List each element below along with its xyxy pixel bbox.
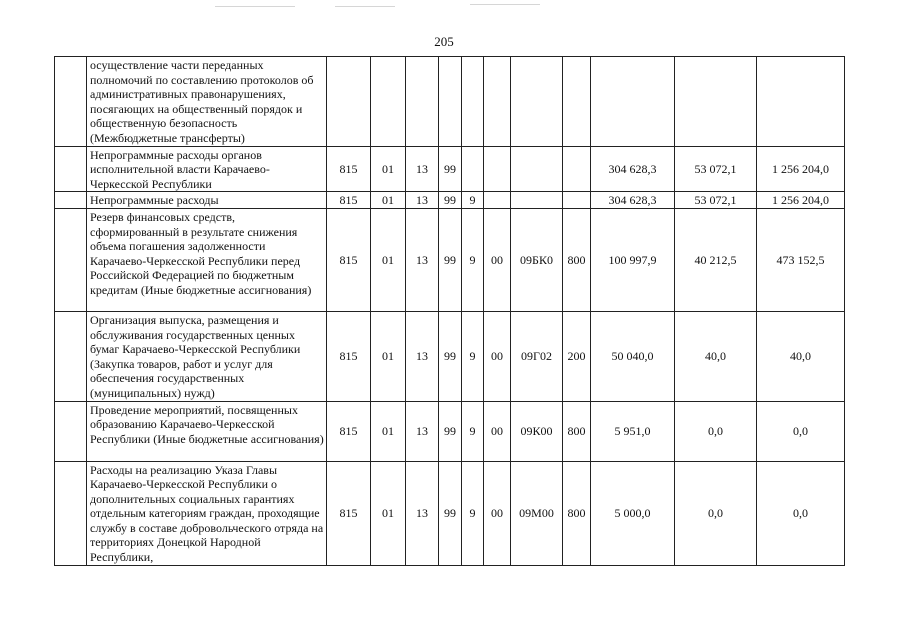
target-cell [511,57,563,147]
podrazdel-cell [406,57,439,147]
target-cell: 09Г02 [511,311,563,401]
subprogram-cell: 9 [462,401,484,461]
vr-cell [563,146,591,192]
vr-cell [563,57,591,147]
row-name: Проведение мероприятий, посвященных образованию Карачаево-Черкесской Республики (Иные бюджетные ассигнования) [87,401,327,461]
sum2-cell: 40 212,5 [675,208,757,311]
sum2-cell [675,57,757,147]
razdel-cell [371,57,406,147]
ved-cell: 815 [327,146,371,192]
program-cell: 99 [439,192,462,209]
table-row [55,401,845,461]
podrazdel-cell: 13 [406,192,439,209]
table-row [55,208,845,311]
sum2-cell: 53 072,1 [675,192,757,209]
sum3-cell: 473 152,5 [757,208,845,311]
row-name: Расходы на реализацию Указа Главы Карачаево-Черкесской Республики о дополнительных социальных гарантиях отдельным категориям граждан, проходящие службу в составе добровольческого отряда на территориях Донецкой Народной Республики, [87,461,327,565]
ved-cell: 815 [327,401,371,461]
sum1-cell: 5 000,0 [591,461,675,565]
vr-cell: 800 [563,401,591,461]
subprogram-cell: 9 [462,461,484,565]
podrazdel-cell: 13 [406,461,439,565]
blank-cell [55,461,87,565]
razdel-cell: 01 [371,146,406,192]
direction-cell [484,192,511,209]
sum1-cell [591,57,675,147]
direction-cell [484,146,511,192]
podrazdel-cell: 13 [406,311,439,401]
podrazdel-cell: 13 [406,401,439,461]
vr-cell: 800 [563,208,591,311]
target-cell [511,192,563,209]
scan-artifact-line [335,6,395,7]
sum2-cell: 0,0 [675,401,757,461]
blank-cell [55,311,87,401]
subprogram-cell [462,57,484,147]
scan-artifact-line [470,4,540,5]
blank-cell [55,146,87,192]
direction-cell: 00 [484,311,511,401]
vr-cell: 800 [563,461,591,565]
ved-cell: 815 [327,311,371,401]
subprogram-cell: 9 [462,311,484,401]
row-name: Непрограммные расходы [87,192,327,209]
row-name: осуществление части переданных полномочий по составлению протоколов об административных правонарушениях, посягающих на общественный порядок и общественную безопасность (Межбюджетные трансферты) [87,57,327,147]
subprogram-cell [462,146,484,192]
subprogram-cell: 9 [462,192,484,209]
vr-cell: 200 [563,311,591,401]
program-cell: 99 [439,311,462,401]
table-row [55,146,845,192]
sum3-cell: 0,0 [757,401,845,461]
ved-cell [327,57,371,147]
razdel-cell: 01 [371,311,406,401]
blank-cell [55,401,87,461]
blank-cell [55,208,87,311]
sum2-cell: 0,0 [675,461,757,565]
sum3-cell: 0,0 [757,461,845,565]
direction-cell [484,57,511,147]
sum1-cell: 304 628,3 [591,146,675,192]
sum2-cell: 53 072,1 [675,146,757,192]
sum3-cell [757,57,845,147]
ved-cell: 815 [327,208,371,311]
target-cell: 09М00 [511,461,563,565]
sum3-cell: 1 256 204,0 [757,146,845,192]
razdel-cell: 01 [371,208,406,311]
program-cell: 99 [439,401,462,461]
page-number: 205 [434,34,454,49]
scan-artifact-line [215,6,295,7]
subprogram-cell: 9 [462,208,484,311]
vr-cell [563,192,591,209]
ved-cell: 815 [327,461,371,565]
table-row [55,57,845,147]
podrazdel-cell: 13 [406,208,439,311]
razdel-cell: 01 [371,192,406,209]
direction-cell: 00 [484,401,511,461]
sum1-cell: 50 040,0 [591,311,675,401]
row-name: Организация выпуска, размещения и обслуживания государственных ценных бумаг Карачаево-Черкесской Республики (Закупка товаров, работ и услуг для обеспечения государственных (муниципальных) нужд) [87,311,327,401]
sum3-cell: 40,0 [757,311,845,401]
row-name: Непрограммные расходы органов исполнительной власти Карачаево-Черкесской Республики [87,146,327,192]
sum1-cell: 100 997,9 [591,208,675,311]
razdel-cell: 01 [371,401,406,461]
target-cell [511,146,563,192]
table-row [55,311,845,401]
direction-cell: 00 [484,208,511,311]
ved-cell: 815 [327,192,371,209]
row-name: Резерв финансовых средств, сформированный в результате снижения объема погашения задолженности Карачаево-Черкесской Республики перед Российской Федерацией по бюджетным кредитам (Иные бюджетные ассигнования) [87,208,327,311]
program-cell: 99 [439,461,462,565]
sum3-cell: 1 256 204,0 [757,192,845,209]
budget-table [54,56,845,566]
sum2-cell: 40,0 [675,311,757,401]
target-cell: 09К00 [511,401,563,461]
sum1-cell: 304 628,3 [591,192,675,209]
podrazdel-cell: 13 [406,146,439,192]
blank-cell [55,57,87,147]
razdel-cell: 01 [371,461,406,565]
blank-cell [55,192,87,209]
program-cell: 99 [439,208,462,311]
table-row [55,461,845,565]
program-cell [439,57,462,147]
sum1-cell: 5 951,0 [591,401,675,461]
direction-cell: 00 [484,461,511,565]
program-cell: 99 [439,146,462,192]
table-row [55,192,845,209]
target-cell: 09БК0 [511,208,563,311]
